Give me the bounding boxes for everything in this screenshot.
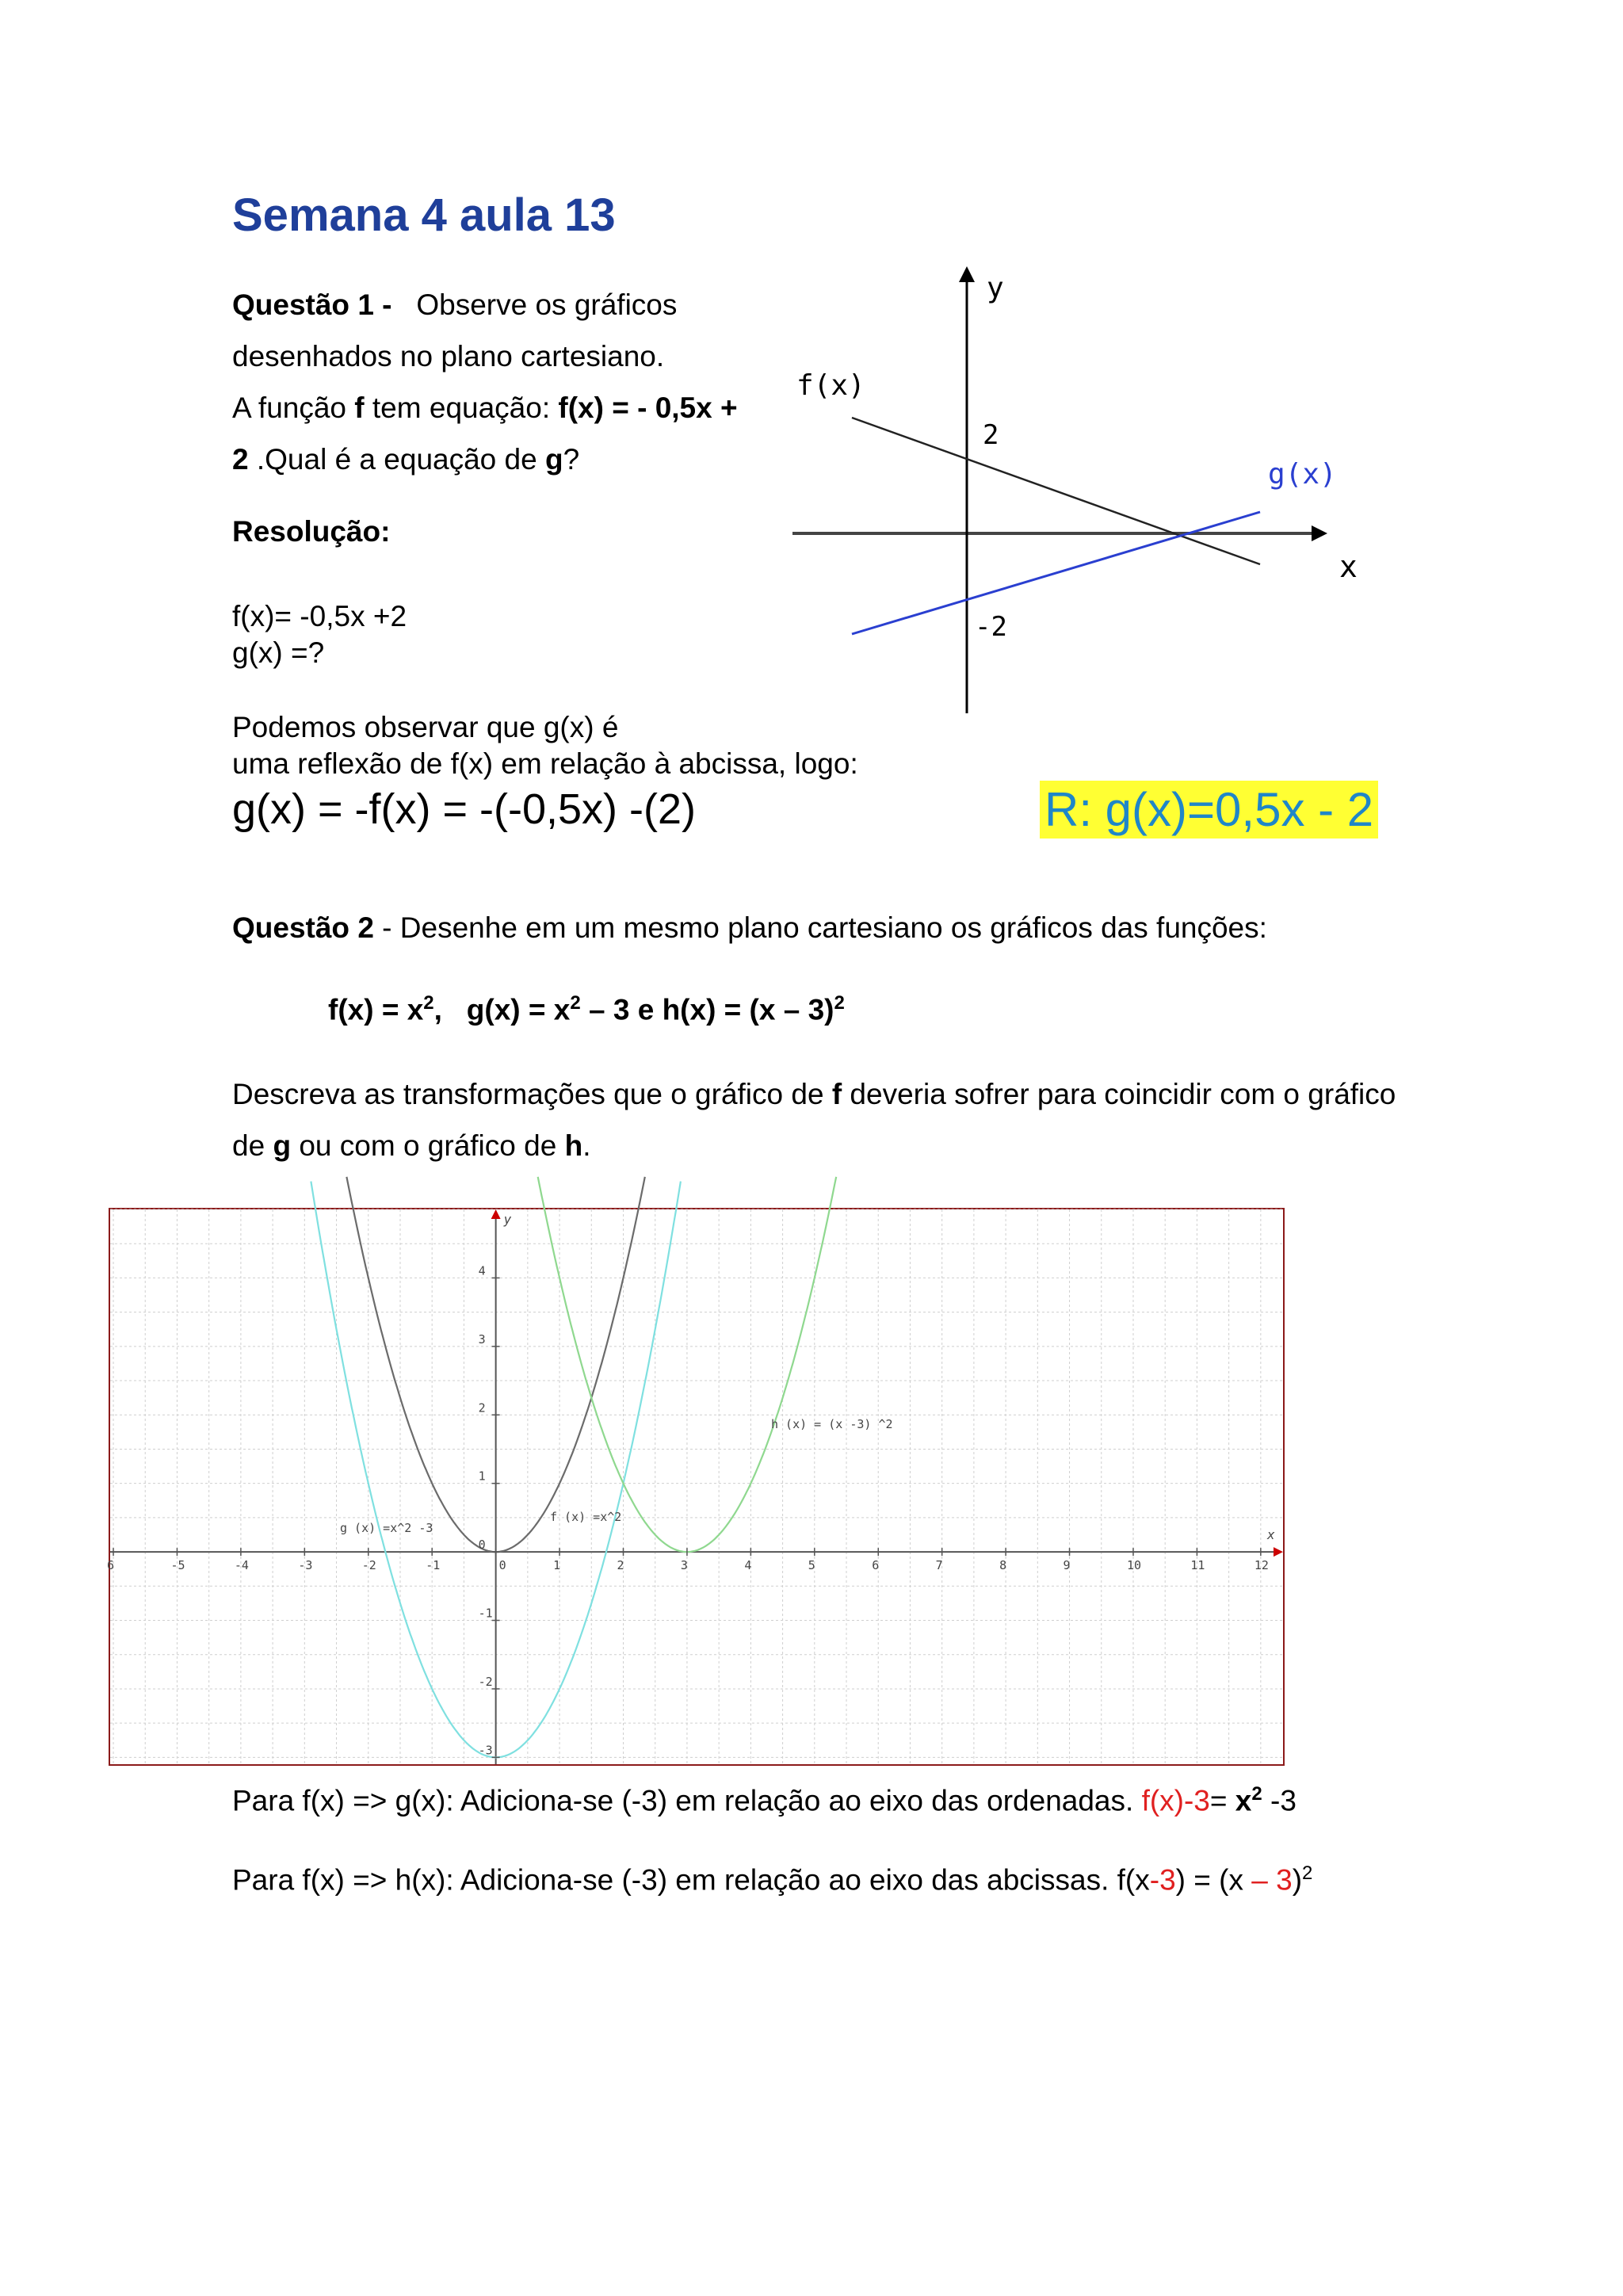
f-line [852,418,1260,564]
page-title: Semana 4 aula 13 [232,189,616,241]
x-tick-label: -5 [170,1558,185,1573]
y-tick-label: -2 [478,1674,493,1689]
desc-c: ou com o gráfico de [291,1129,565,1162]
chart-y-label: y [503,1212,512,1227]
question-1-text-c: .Qual é a equação de [248,443,545,476]
para2-a: Para f(x) => h(x): Adiciona-se (-3) em relação ao eixo das abcissas. f(x [232,1863,1150,1897]
y-tick-label: 4 [478,1263,486,1278]
paragraph-f-to-h [232,1862,1312,1897]
figure-1-lines [785,262,1395,721]
x-tick-label: 10 [1126,1558,1142,1573]
resolution-lines [232,598,407,671]
y-axis-arrow-icon [491,1209,501,1219]
x-tick-label: 12 [1254,1558,1269,1573]
x-tick-label: 9 [1063,1558,1071,1573]
eq-comma: , [433,993,442,1026]
observation-line-2: uma reflexão de f(x) em relação à abcissa, logo: [232,747,858,780]
question-2-description [232,1068,1421,1171]
x-tick-label: 4 [744,1558,752,1573]
chart-grid [110,1209,1283,1764]
chart-curves [311,1177,836,1757]
question-1 [232,279,739,485]
x-axis-arrow-icon [1274,1547,1283,1557]
x-tick-label: 7 [935,1558,943,1573]
x-tick-label: -1 [426,1558,441,1573]
observation-line-1: Podemos observar que g(x) é [232,711,619,743]
para1-b: = [1209,1784,1235,1817]
y-axis-arrow-icon [959,266,975,282]
y-tick-label: 0 [478,1538,486,1553]
x-tick-label: 3 [680,1558,688,1573]
answer-highlight: R: g(x)=0,5x - 2 [1040,781,1378,839]
x-tick-label: 11 [1190,1558,1205,1573]
desc-g: g [273,1129,292,1162]
desc-b: deveria sofrer para coincidir com o gráfico de [232,1078,1396,1162]
y-tick-label: 2 [478,1400,486,1415]
para1-red: f(x)-3 [1141,1784,1210,1817]
chart-ticks [107,1263,1269,1757]
tick-minus-2: -2 [975,611,1007,643]
question-1-text-d: ? [563,443,580,476]
question-2-equations [328,992,845,1026]
desc-f: f [831,1078,842,1110]
x-axis-label: x [1339,549,1358,584]
label-h-curve: h (x) = (x -3) ^2 [771,1417,893,1431]
eq-h-sup: 2 [834,992,845,1014]
parabola-chart [107,1209,1283,1764]
desc-d: . [582,1129,591,1162]
line-f: f(x)= -0,5x +2 [232,600,407,632]
g-line [852,512,1260,634]
question-2 [232,911,1267,945]
y-tick-label: 3 [478,1331,486,1347]
eq-g-sup: 2 [570,992,581,1014]
question-1-text-a: A função [232,392,355,424]
y-tick-label: -1 [478,1606,493,1621]
observation [232,709,858,782]
y-axis-label: y [987,272,1004,304]
x-tick-label: 6 [872,1558,880,1573]
g-line-label: g(x) [1268,458,1337,491]
f-letter: f [354,392,365,424]
para1-bold: x [1235,1784,1252,1817]
question-1-text-b: tem equação: [364,392,559,424]
x-tick-label: -4 [234,1558,249,1573]
parabola-chart-frame [109,1208,1285,1766]
question-2-text: - Desenhe em um mesmo plano cartesiano os gráficos das funções: [373,911,1267,944]
para1-c: -3 [1262,1784,1296,1817]
chart-x-label: x [1267,1527,1275,1543]
resolucao-label: Resolução: [232,515,391,548]
para2-sup: 2 [1302,1862,1313,1884]
para1-a: Para f(x) => g(x): Adiciona-se (-3) em relação ao eixo das ordenadas. [232,1784,1142,1817]
eq-f: f(x) = x [328,993,424,1026]
tick-2: 2 [983,419,999,451]
paragraph-f-to-g [232,1783,1296,1817]
question-1-text: Observe os gráficos desenhados no plano cartesiano. [232,288,678,372]
y-tick-label: 1 [478,1469,486,1484]
para2-c: ) [1292,1863,1303,1897]
label-f-curve: f (x) =x^2 [550,1510,622,1524]
question-1-label: Questão 1 - [232,288,392,321]
para2-red1: -3 [1149,1863,1176,1897]
f-line-label: f(x) [796,369,865,402]
y-tick-label: -3 [478,1743,493,1758]
eq-g: g(x) = x [466,993,571,1026]
desc-a: Descreva as transformações que o gráfico de [232,1078,832,1110]
reflection-equation: g(x) = -f(x) = -(-0,5x) -(2) [232,785,697,833]
x-tick-label: 8 [999,1558,1007,1573]
eq-f-sup: 2 [423,992,434,1014]
x-tick-label: 6 [107,1558,115,1573]
desc-h: h [564,1129,583,1162]
f-equation: f(x) = - 0,5x + 2 [232,392,738,476]
para2-red2: – 3 [1251,1863,1293,1897]
x-tick-label: -3 [298,1558,313,1573]
x-tick-label: 2 [617,1558,624,1573]
g-letter: g [544,443,563,476]
eq-g-tail: – 3 e h(x) = (x – 3) [580,993,834,1026]
question-2-label: Questão 2 [232,911,374,944]
x-tick-label: 0 [498,1558,506,1573]
x-tick-label: -2 [361,1558,376,1573]
para2-b: ) = (x [1175,1863,1252,1897]
x-tick-label: 5 [808,1558,815,1573]
x-tick-label: 1 [553,1558,561,1573]
chart-axes [110,1209,1283,1764]
x-axis-arrow-icon [1312,525,1327,541]
line-g: g(x) =? [232,636,325,669]
label-g-curve: g (x) =x^2 -3 [340,1521,433,1535]
para1-sup: 2 [1251,1783,1262,1805]
